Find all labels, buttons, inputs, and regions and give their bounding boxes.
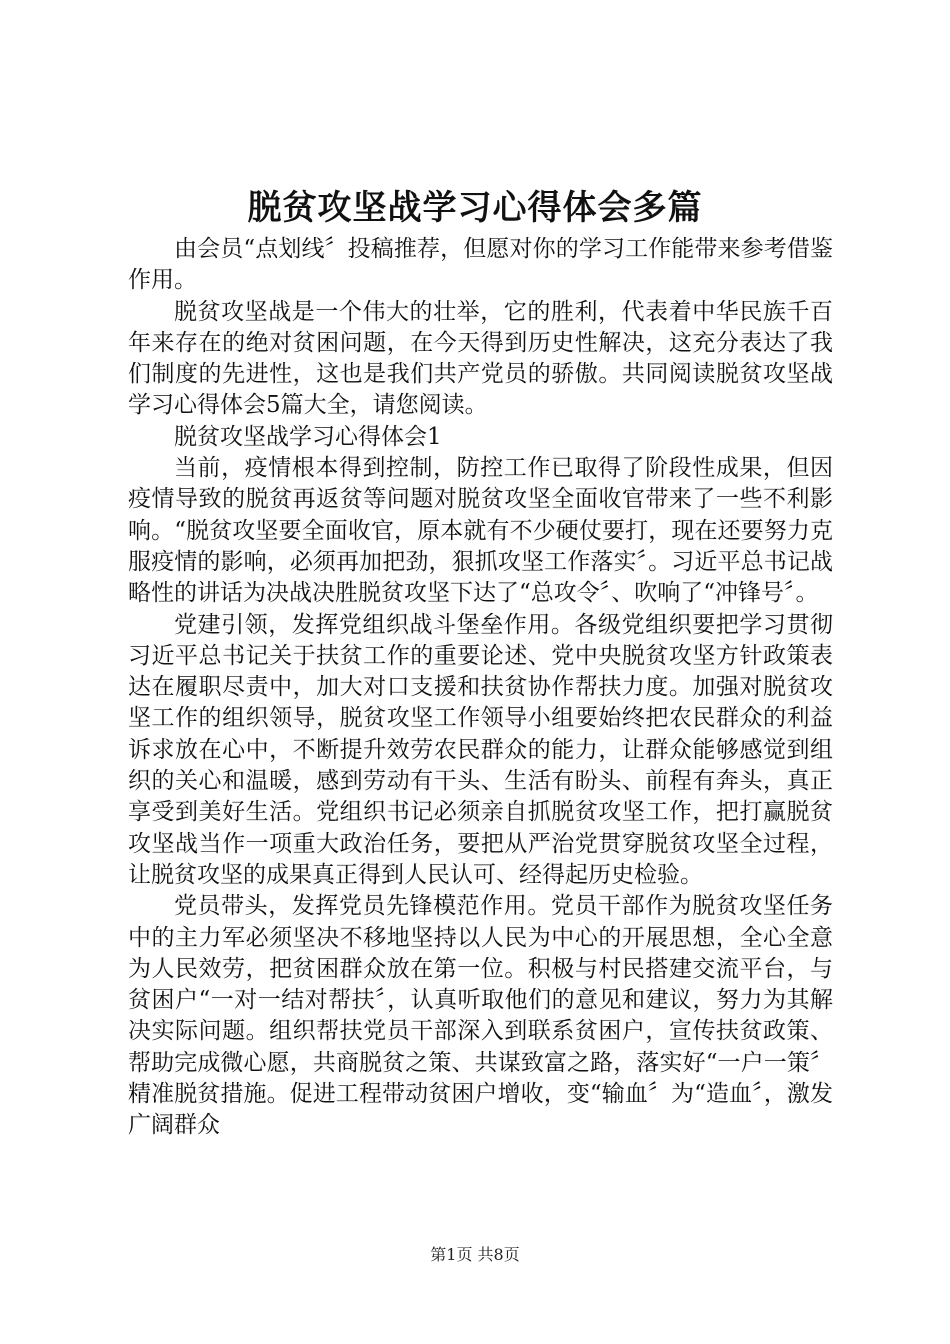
document-title: 脱贫攻坚战学习心得体会多篇 [247,188,703,228]
intro-paragraph: 由会员“点划线〞投稿推荐，但愿对你的学习工作能带来参考借鉴作用。 [128,236,833,294]
body-paragraph: 当前，疫情根本得到控制，防控工作已取得了阶段性成果，但因疫情导致的脱贫再返贫等问题对脱贫攻坚全面收官带来了一些不利影响。“脱贫攻坚要全面收官，原本就有不少硬仗要打，现在还要努力克服疫情的影响，必须再加把劲，狠抓攻坚工作落实〞。习近平总书记战略性的讲话为决战决胜脱贫攻坚下达了“总攻令〞、吹响了“冲锋号〞。 [128,455,833,607]
document-body [128,234,833,1142]
summary-paragraph: 脱贫攻坚战是一个伟大的壮举，它的胜利，代表着中华民族千百年来存在的绝对贫困问题，在今天得到历史性解决，这充分表达了我们制度的先进性，这也是我们共产党员的骄傲。共同阅读脱贫攻坚战学习心得体会5篇大全，请您阅读。 [128,298,833,419]
page-footer: 第1页 共8页 [430,1245,520,1264]
section-heading: 脱贫攻坚战学习心得体会1 [174,423,442,450]
body-paragraph: 党员带头，发挥党员先锋模范作用。党员干部作为脱贫攻坚任务中的主力军必须坚决不移地坚持以人民为中心的开展思想，全心全意为人民效劳，把贫困群众放在第一位。积极与村民搭建交流平台，与贫困户“一对一结对帮扶〞，认真听取他们的意见和建议，努力为其解决实际问题。组织帮扶党员干部深入到联系贫困户，宣传扶贫政策、帮助完成微心愿，共商脱贫之策、共谋致富之路，落实好“一户一策〞精准脱贫措施。促进工程带动贫困户增收，变“输血〞为“造血〞，激发广阔群众 [128,893,833,1139]
body-paragraph: 党建引领，发挥党组织战斗堡垒作用。各级党组织要把学习贯彻习近平总书记关于扶贫工作的重要论述、党中央脱贫攻坚方针政策表达在履职尽责中，加大对口支援和扶贫协作帮扶力度。加强对脱贫攻坚工作的组织领导，脱贫攻坚工作领导小组要始终把农民群众的利益诉求放在心中，不断提升效劳农民群众的能力，让群众能够感觉到组织的关心和温暖，感到劳动有干头、生活有盼头、前程有奔头，真正享受到美好生活。党组织书记必须亲自抓脱贫攻坚工作，把打赢脱贫攻坚战当作一项重大政治任务，要把从严治党贯穿脱贫攻坚全过程，让脱贫攻坚的成果真正得到人民认可、经得起历史检验。 [128,611,833,888]
